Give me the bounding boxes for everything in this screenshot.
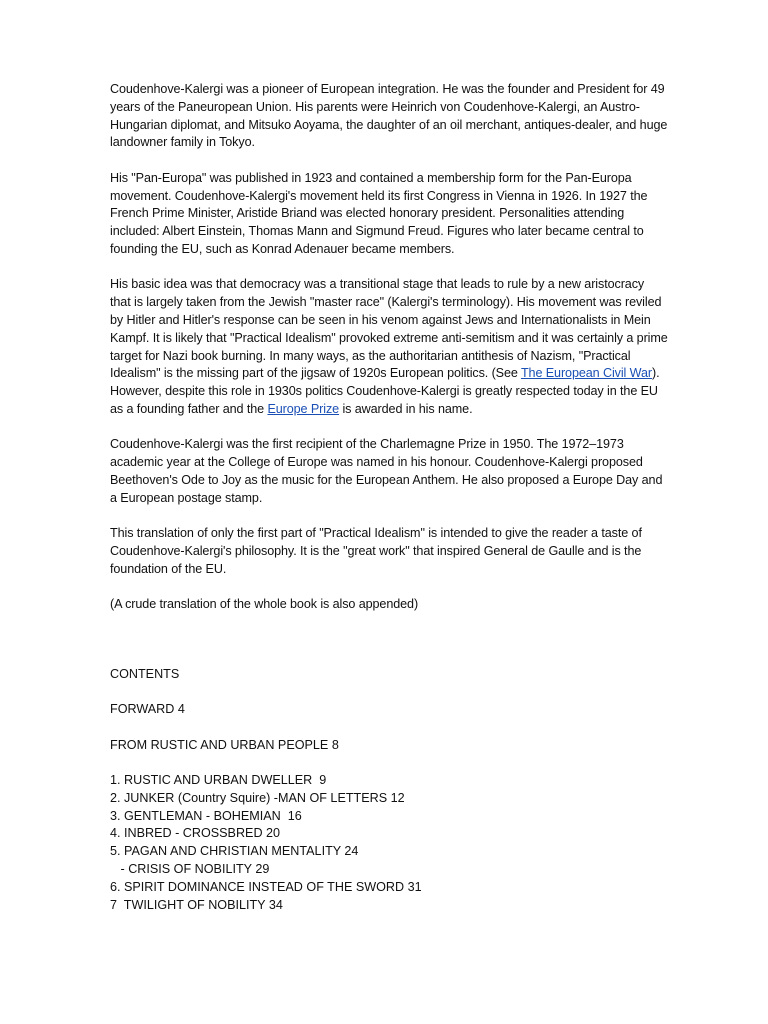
list-item: - CRISIS OF NOBILITY 29 (110, 862, 270, 877)
pan-europa-paragraph: His "Pan-Europa" was published in 1923 and contained a membership form for the Pan-Europa movement. Coudenhove-Kalergi's movement held its first Congress in Vienna in 1926. In 1927 the French Prime Minister, Aristide Briand was elected honorary president. Personalities attending included: Albert Einstein, Thomas Mann and Sigmund Freud. Figures who later became central to founding the EU, such as Konrad Adenauer became members. (110, 170, 648, 256)
basic-idea-text-2: ). However, despite this role in 1930s politics Coudenhove-Kalergi is greatly respected today in the EU as a founding father and the (110, 366, 660, 416)
list-item: 7 TWILIGHT OF NOBILITY 34 (110, 897, 283, 912)
translation-paragraph: This translation of only the first part of "Practical Idealism" is intended to give the reader a taste of Coudenhove-Kalergi's philosophy. It is the "great work" that inspired General de Gaulle and is the foundation of the EU. (110, 526, 642, 576)
europe-prize-link[interactable]: Europe Prize (267, 401, 340, 416)
basic-idea-text-3: is awarded in his name. (339, 401, 473, 416)
european-civil-war-link[interactable]: The European Civil War (520, 366, 652, 381)
list-item: 1. RUSTIC AND URBAN DWELLER 9 (110, 773, 327, 788)
list-item: 3. GENTLEMAN - BOHEMIAN 16 (110, 808, 302, 823)
list-item: 5. PAGAN AND CHRISTIAN MENTALITY 24 (110, 844, 359, 859)
intro-paragraph: Coudenhove-Kalergi was a pioneer of European integration. He was the founder and President for 49 years of the Paneuropean Union. His parents were Heinrich von Coudenhove-Kalergi, an Austro-Hungarian diplomat, and Mitsuko Aoyama, the daughter of an oil merchant, antiques-dealer, and huge landowner family in Tokyo. (110, 82, 668, 150)
basic-idea-paragraph (110, 276, 668, 418)
list-item: 4. INBRED - CROSSBRED 20 (110, 826, 281, 841)
appendix-note: (A crude translation of the whole book is also appended) (110, 597, 419, 612)
basic-idea-text-1: His basic idea was that democracy was a transitional stage that leads to rule by a new aristocracy that is largely taken from the Jewish "master race" (Kalergi's terminology). His movement was reviled by Hitler and Hitler's response can be seen in his venom against Jews and Internationalists in Mein Kampf. It is likely that "Practical Idealism" provoked extreme anti-semitism and it was certainly a prime target for Nazi book burning. In many ways, as the authoritarian antithesis of Nazism, "Practical Idealism" is the missing part of the jigsaw of 1920s European politics. (See (110, 277, 668, 381)
contents-list (110, 772, 668, 914)
list-item: 2. JUNKER (Country Squire) -MAN OF LETTERS 12 (110, 790, 405, 805)
contents-forward: FORWARD 4 (110, 702, 185, 717)
contents-heading: CONTENTS (110, 666, 180, 681)
contents-section: FROM RUSTIC AND URBAN PEOPLE 8 (110, 737, 339, 752)
list-item: 6. SPIRIT DOMINANCE INSTEAD OF THE SWORD 31 (110, 879, 422, 894)
charlemagne-paragraph: Coudenhove-Kalergi was the first recipient of the Charlemagne Prize in 1950. The 1972–1973 academic year at the College of Europe was named in his honour. Coudenhove-Kalergi proposed Beethoven's Ode to Joy as the music for the European Anthem. He also proposed a Europe Day and a European postage stamp. (110, 437, 663, 505)
